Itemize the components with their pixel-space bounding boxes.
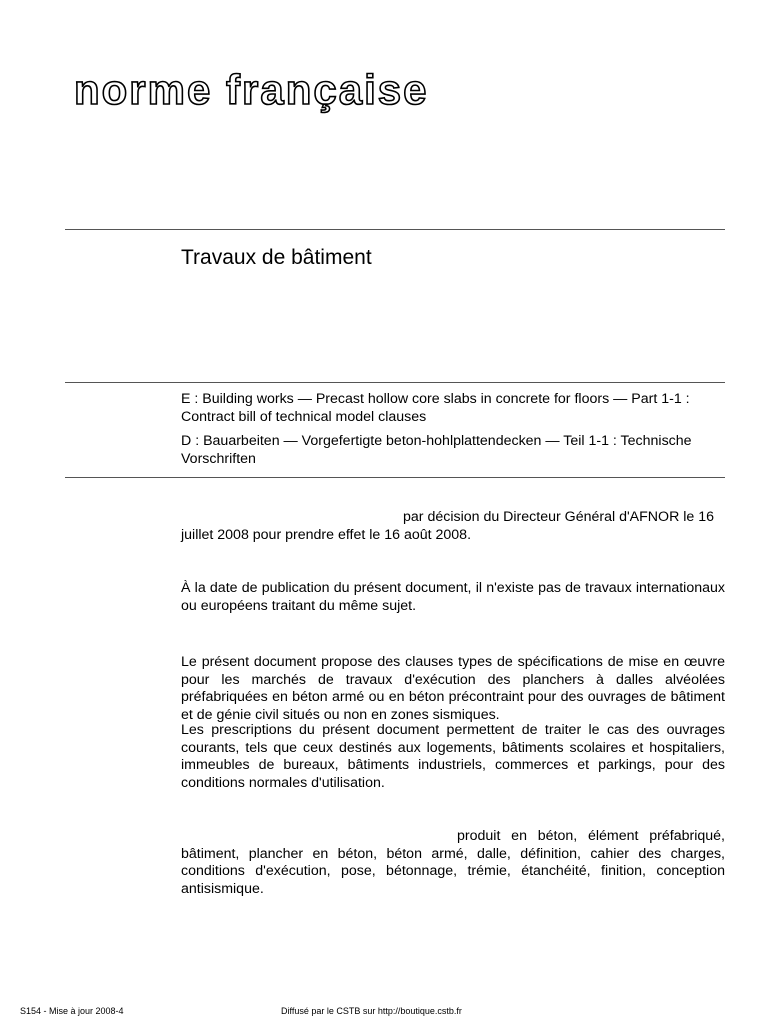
top-divider (65, 229, 725, 230)
title-divider (65, 382, 725, 383)
document-title: Travaux de bâtiment (181, 246, 372, 269)
analysis-paragraph-1: Le présent document propose des clauses types de spécifications de mise en œuvre pour les marchés de travaux d'exécution des planchers à dalles alvéolées préfabriquées en béton armé ou en béton précontraint pour des ouvrages de bâtiment et de génie civil situés ou non en zones sismiques. (181, 654, 725, 723)
keywords-text: produit en béton, élément préfabriqué, bâtiment, plancher en béton, béton armé, dalle, définition, cahier des charges, conditions d'exécution, pose, bétonnage, trémie, étanchéité, finition, conception antisismique. (181, 828, 725, 897)
german-title: D : Bauarbeiten — Vorgefertigte beton-hohlplattendecken — Teil 1-1 : Technische Vorschriften (181, 433, 692, 467)
footer-distribution-note: Diffusé par le CSTB sur http://boutique.cstb.fr (281, 1006, 462, 1016)
translations-divider (65, 477, 725, 478)
approval-text: par décision du Directeur Général d'AFNOR le 16 juillet 2008 pour prendre effet le 16 août 2008. (181, 509, 715, 543)
analysis-paragraph-2: Les prescriptions du présent document permettent de traiter le cas des ouvrages courants, tels que ceux destinés aux logements, bâtiments scolaires et hospitaliers, immeubles de bureaux, bâtiments industriels, commerces et parkings, pour des conditions normales d'utilisation. (181, 722, 725, 791)
footer-update-note: S154 - Mise à jour 2008-4 (20, 1006, 124, 1016)
correspondence-text: À la date de publication du présent document, il n'existe pas de travaux internationaux ou européens traitant du même sujet. (181, 580, 725, 614)
norme-francaise-banner: norme française (74, 66, 429, 113)
english-title: E : Building works — Precast hollow core slabs in concrete for floors — Part 1-1 : Contract bill of technical model clauses (181, 391, 690, 425)
